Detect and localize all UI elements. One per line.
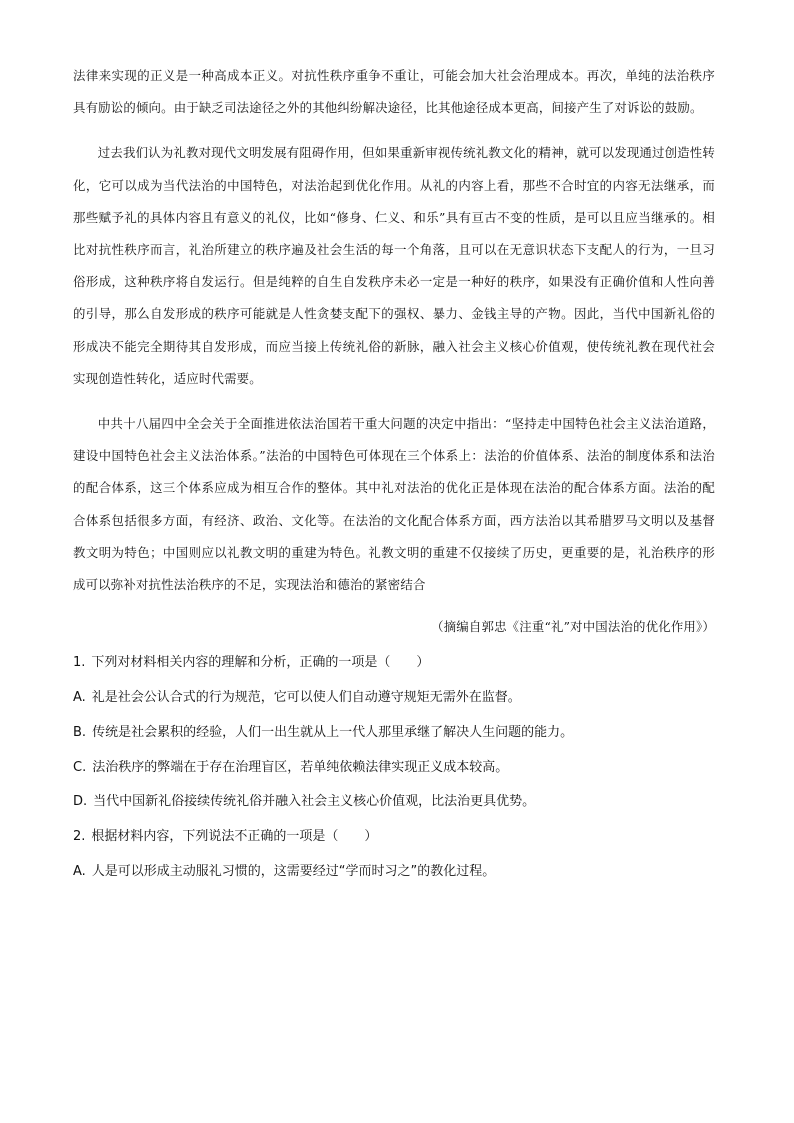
question-1-option-a <box>73 688 715 708</box>
option-letter: C. <box>73 759 87 775</box>
question-number: 2. <box>73 829 86 845</box>
option-letter: D. <box>73 794 88 810</box>
passage-source: （摘编自郭忠《注重“礼”对中国法治的优化作用》） <box>431 619 715 635</box>
document-page <box>73 60 715 897</box>
question-2-option-a <box>73 862 715 882</box>
option-letter: A. <box>73 690 86 706</box>
question-1-option-b <box>73 723 715 743</box>
passage-paragraph-3: 中共十八届四中全会关于全面推进依法治国若干重大问题的决定中指出：“坚持走中国特色社会主义法治道路，建设中国特色社会主义法治体系。”法治的中国特色可体现在三个体系上：法治的价值体系、法治的制度体系和法治的配合体系，这三个体系应成为相互合作的整体。其中礼对法治的优化正是体现在法治的配合体系方面。法治的配合体系包括很多方面，有经济、政治、文化等。在法治的文化配合体系方面，西方法治以其希腊罗马文明以及基督教文明为特色；中国则应以礼教文明的重建为特色。礼教文明的重建不仅接续了历史，更重要的是，礼治秩序的形成可以弥补对抗性法治秩序的不足，实现法治和德治的紧密结合 <box>73 416 715 593</box>
question-list <box>73 653 715 882</box>
question-1-option-c <box>73 758 715 778</box>
question-1-option-d <box>73 792 715 812</box>
question-text: 根据材料内容，下列说法不正确的一项是（ ） <box>91 829 378 845</box>
question-text: 下列对材料相关内容的理解和分析，正确的一项是（ ） <box>91 655 430 671</box>
question-1-stem <box>73 653 715 673</box>
passage-paragraph-1: 法律来实现的正义是一种高成本正义。对抗性秩序重争不重让，可能会加大社会治理成本。再次，单纯的法治秩序具有励讼的倾向。由于缺乏司法途径之外的其他纠纷解决途径，比其他途径成本更高，间接产生了对诉讼的鼓励。 <box>73 68 715 116</box>
option-text: 礼是社会公认合式的行为规范，它可以使人们自动遵守规矩无需外在监督。 <box>91 690 521 706</box>
option-text: 法治秩序的弊端在于存在治理盲区，若单纯依赖法律实现正义成本较高。 <box>92 759 509 775</box>
passage-paragraph-2: 过去我们认为礼教对现代文明发展有阻碍作用，但如果重新审视传统礼教文化的精神，就可以发现通过创造性转化，它可以成为当代法治的中国特色，对法治起到优化作用。从礼的内容上看，那些不合时宜的内容无法继承，而那些赋予礼的具体内容且有意义的礼仪，比如“修身、仁义、和乐”具有亘古不变的性质，是可以且应当继承的。相比对抗性秩序而言，礼治所建立的秩序遍及社会生活的每一个角落，且可以在无意识状态下支配人的行为，一旦习俗形成，这种秩序将自发运行。但是纯粹的自生自发秩序未必一定是一种好的秩序，如果没有正确价值和人性向善的引导，那么自发形成的秩序可能就是人性贪婪支配下的强权、暴力、金钱主导的产物。因此，当代中国新礼俗的形成决不能完全期待其自发形成，而应当接上传统礼俗的新脉，融入社会主义核心价值观，使传统礼教在现代社会实现创造性转化，适应时代需要。 <box>73 145 715 386</box>
option-text: 人是可以形成主动服礼习惯的，这需要经过“学而时习之”的教化过程。 <box>91 864 496 880</box>
reading-passage <box>73 60 715 601</box>
option-letter: B. <box>73 724 87 740</box>
question-number: 1. <box>73 655 86 671</box>
option-letter: A. <box>73 864 86 880</box>
option-text: 传统是社会累积的经验，人们一出生就从上一代人那里承继了解决人生问题的能力。 <box>92 724 574 740</box>
option-text: 当代中国新礼俗接续传统礼俗并融入社会主义核心价值观，比法治更具优势。 <box>93 794 536 810</box>
question-2-stem <box>73 827 715 847</box>
